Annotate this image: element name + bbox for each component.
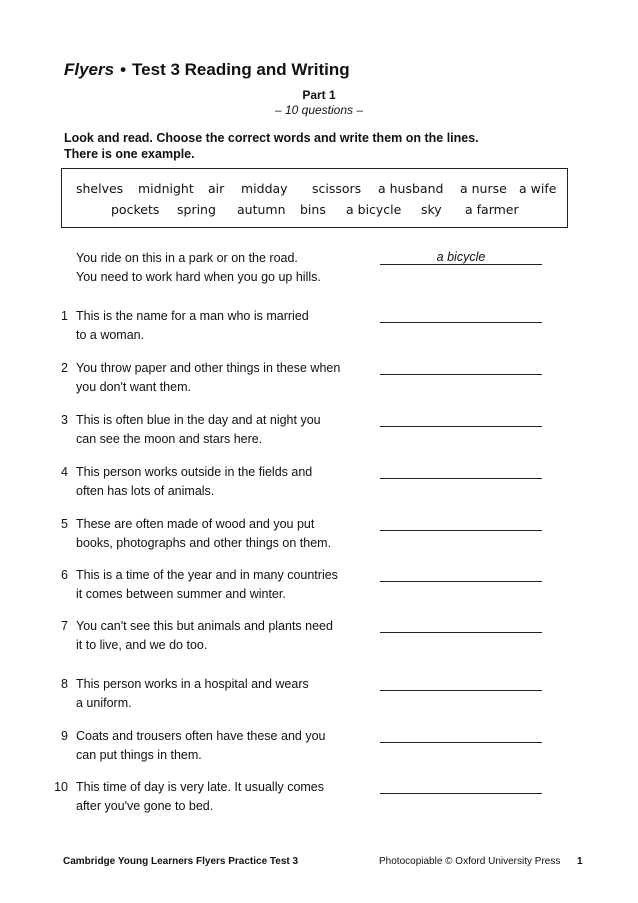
question-line-2: can put things in them. [76,748,202,762]
question-line-2: books, photographs and other things on them. [76,536,332,550]
answer-line-3[interactable] [380,412,542,427]
answer-line-6[interactable] [380,567,542,582]
question-number: 9 [61,729,68,743]
question-line-2: it comes between summer and winter. [76,587,286,601]
answer-line-1[interactable] [380,308,542,323]
footer-copyright: Photocopiable © Oxford University Press [379,856,561,867]
word-a-nurse: a nurse [460,181,507,196]
test-title: Test 3 Reading and Writing [132,60,350,79]
answer-line-8[interactable] [380,676,542,691]
instruction-line-2: There is one example. [64,147,195,161]
question-line-1: You can't see this but animals and plants need [76,619,333,633]
word-box [61,168,568,228]
question-line-1: This is the name for a man who is married [76,309,309,323]
question-line-1: You throw paper and other things in these when [76,361,341,375]
brand-title: Flyers [64,60,115,79]
page-number: 1 [577,856,583,867]
question-line-2: to a woman. [76,328,145,342]
question-line-1: This is a time of the year and in many countries [76,568,338,582]
answer-line-9[interactable] [380,728,542,743]
word-bins: bins [300,202,326,217]
question-number: 3 [61,413,68,427]
word-spring: spring [177,202,216,217]
question-line-2: it to live, and we do too. [76,638,208,652]
answer-line-2[interactable] [380,360,542,375]
word-a-husband: a husband [378,181,444,196]
question-text [76,566,366,604]
word-midnight: midnight [138,181,194,196]
question-text [76,727,366,765]
question-line-1: This person works in a hospital and wears [76,677,309,691]
word-shelves: shelves [76,181,124,196]
question-line-1: This person works outside in the fields and [76,465,313,479]
title-bullet: • [120,60,127,79]
question-line-2: often has lots of animals. [76,484,215,498]
question-text [76,359,366,397]
word-air: air [208,181,225,196]
answer-line-10[interactable] [380,779,542,794]
example-text [76,249,366,287]
word-a-wife: a wife [519,181,557,196]
example-line-1: You ride on this in a park or on the road. [76,251,298,265]
question-text [76,617,366,655]
answer-line-7[interactable] [380,618,542,633]
question-text [76,515,366,553]
word-pockets: pockets [111,202,160,217]
question-line-2: a uniform. [76,696,132,710]
question-number: 1 [61,309,68,323]
instruction-line-1: Look and read. Choose the correct words and write them on the lines. [64,131,479,145]
question-line-1: This time of day is very late. It usually comes [76,780,325,794]
question-number: 7 [61,619,68,633]
example-answer: a bicycle [380,250,542,265]
word-autumn: autumn [237,202,286,217]
question-text [76,307,366,345]
question-line-2: you don't want them. [76,380,191,394]
instructions [64,130,479,162]
footer-title: Cambridge Young Learners Flyers Practice Test 3 [63,856,299,867]
answer-line-4[interactable] [380,464,542,479]
answer-line-5[interactable] [380,516,542,531]
question-text [76,411,366,449]
question-line-1: These are often made of wood and you put [76,517,315,531]
page-title [64,60,350,80]
question-line-1: Coats and trousers often have these and you [76,729,326,743]
word-scissors: scissors [312,181,362,196]
question-count: – 10 questions – [274,103,364,117]
question-text [76,675,366,713]
question-number: 10 [54,780,68,794]
word-a-bicycle: a bicycle [346,202,402,217]
part-heading: Part 1 [302,88,336,102]
word-midday: midday [241,181,288,196]
question-line-1: This is often blue in the day and at night you [76,413,321,427]
word-a-farmer: a farmer [465,202,519,217]
question-number: 6 [61,568,68,582]
question-text [76,463,366,501]
question-number: 8 [61,677,68,691]
example-line-2: You need to work hard when you go up hills. [76,270,321,284]
question-number: 4 [61,465,68,479]
question-number: 2 [61,361,68,375]
question-number: 5 [61,517,68,531]
question-line-2: can see the moon and stars here. [76,432,263,446]
question-text [76,778,366,816]
question-line-2: after you've gone to bed. [76,799,214,813]
word-sky: sky [421,202,442,217]
